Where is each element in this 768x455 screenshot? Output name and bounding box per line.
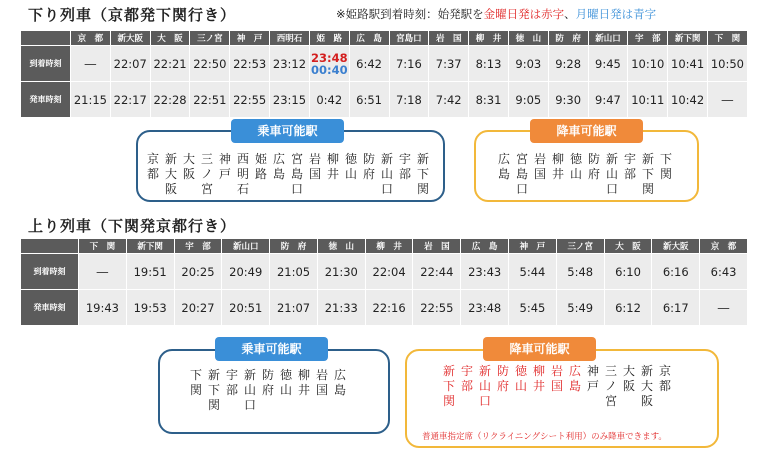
station-char: 新	[641, 152, 654, 166]
arrive-time-cell: 6:43	[700, 254, 748, 290]
station-char: 柳	[326, 152, 339, 166]
station-header: 岩 国	[413, 239, 461, 254]
depart-time-cell: ―	[700, 290, 748, 326]
station-column	[656, 364, 674, 409]
depart-time-cell: 22:51	[190, 82, 230, 118]
station-column	[313, 368, 331, 413]
arrive-time-cell: 22:04	[365, 254, 413, 290]
station-char: 山	[514, 379, 527, 393]
arrive-time-cell: 5:44	[509, 254, 557, 290]
station-char: 広	[497, 152, 510, 166]
station-column	[162, 152, 180, 197]
arrive-time-cell: 5:48	[556, 254, 604, 290]
note-prefix: ※姫路駅到着時刻：始発駅を	[336, 7, 484, 21]
station-header: 三ノ宮	[190, 31, 230, 46]
station-char: 下	[189, 368, 202, 382]
note-sep: 、	[564, 7, 576, 21]
station-char: 井	[297, 383, 310, 397]
station-header: 宇 部	[628, 31, 668, 46]
station-column	[288, 152, 306, 197]
station-column	[144, 152, 162, 197]
depart-label: 発車時刻	[21, 82, 71, 118]
station-char: 府	[496, 379, 509, 393]
station-char: 西	[236, 152, 249, 166]
station-char: 島	[333, 383, 346, 397]
station-header: 姫 路	[309, 31, 349, 46]
station-column	[252, 152, 270, 197]
station-char: 阪	[622, 379, 635, 393]
station-char: 新	[442, 364, 455, 378]
station-column	[495, 152, 513, 197]
station-header: 広 島	[349, 31, 389, 46]
station-column	[639, 152, 657, 197]
station-char: 井	[551, 167, 564, 181]
station-char: 島	[568, 379, 581, 393]
up-timetable	[20, 238, 748, 326]
station-column	[458, 364, 476, 409]
station-header: 柳 井	[365, 239, 413, 254]
station-header: 新山口	[222, 239, 270, 254]
depart-time-cell: 6:12	[604, 290, 652, 326]
station-column	[566, 364, 584, 409]
station-char: 下	[641, 167, 654, 181]
station-column	[638, 364, 656, 409]
station-char: 岩	[533, 152, 546, 166]
station-char: 山	[605, 167, 618, 181]
depart-time-cell: 0:42	[309, 82, 349, 118]
station-char: 大	[164, 167, 177, 181]
header-corner	[21, 239, 79, 254]
station-header: 柳 井	[469, 31, 509, 46]
arrive-time-cell: 9:45	[588, 46, 628, 82]
station-char: 下	[659, 152, 672, 166]
depart-time-cell: 10:11	[628, 82, 668, 118]
station-char: 口	[290, 182, 303, 196]
up-arrive-row	[21, 254, 748, 290]
depart-time-cell: 22:28	[150, 82, 190, 118]
station-char: 宮	[290, 152, 303, 166]
arrive-time-cell: 22:44	[413, 254, 461, 290]
arrive-label: 到着時刻	[21, 46, 71, 82]
station-char: 徳	[344, 152, 357, 166]
station-char: 宮	[200, 182, 213, 196]
station-char: 下	[442, 379, 455, 393]
station-char: 大	[640, 379, 653, 393]
station-column	[234, 152, 252, 197]
station-column	[602, 364, 620, 409]
station-column	[342, 152, 360, 197]
depart-time-cell: 6:51	[349, 82, 389, 118]
station-char: 京	[146, 152, 159, 166]
station-char: 柳	[532, 364, 545, 378]
arrive-time-cell: 9:28	[548, 46, 588, 82]
station-char: 口	[243, 398, 256, 412]
station-column	[331, 368, 349, 413]
station-column	[603, 152, 621, 197]
depart-label: 発車時刻	[21, 290, 79, 326]
station-char: 路	[254, 167, 267, 181]
arrive-time-cell: 21:05	[270, 254, 318, 290]
station-char: 部	[225, 383, 238, 397]
arrive-time-cell: 19:51	[126, 254, 174, 290]
station-char: 島	[290, 167, 303, 181]
station-char: 三	[604, 364, 617, 378]
station-char: 都	[146, 167, 159, 181]
down-alighting-stations	[495, 152, 675, 197]
station-char: 宇	[225, 368, 238, 382]
station-column	[205, 368, 223, 413]
depart-time-cell: 22:17	[110, 82, 150, 118]
station-header: 新下関	[668, 31, 708, 46]
station-char: 新	[605, 152, 618, 166]
arrive-time-cell: ―	[71, 46, 111, 82]
station-char: 広	[272, 152, 285, 166]
depart-time-cell: 9:47	[588, 82, 628, 118]
station-header: 新大阪	[652, 239, 700, 254]
station-header: 防 府	[270, 239, 318, 254]
station-char: 口	[380, 182, 393, 196]
station-char: 大	[622, 364, 635, 378]
down-alighting-label: 降車可能駅	[530, 119, 643, 143]
station-char: 関	[442, 394, 455, 408]
station-char: 新	[164, 152, 177, 166]
depart-time-cell: 22:55	[230, 82, 270, 118]
station-header: 下 関	[708, 31, 748, 46]
station-char: 新	[416, 152, 429, 166]
station-char: 国	[315, 383, 328, 397]
station-char: 宇	[623, 152, 636, 166]
himeji-note	[336, 6, 656, 22]
arrive-time-cell: ―	[79, 254, 127, 290]
station-char: 防	[587, 152, 600, 166]
down-depart-row	[21, 82, 748, 118]
depart-time-cell: 5:49	[556, 290, 604, 326]
station-header: 新大阪	[110, 31, 150, 46]
depart-time-cell: 21:07	[270, 290, 318, 326]
station-char: 戸	[218, 167, 231, 181]
depart-time-cell: 9:30	[548, 82, 588, 118]
station-char: 阪	[182, 167, 195, 181]
arrive-time-cell: 6:42	[349, 46, 389, 82]
arrive-time-cell: 22:21	[150, 46, 190, 82]
station-char: 宇	[398, 152, 411, 166]
station-char: 宮	[604, 394, 617, 408]
arrive-time-cell: 22:53	[230, 46, 270, 82]
station-column	[198, 152, 216, 197]
depart-time-cell: 19:43	[79, 290, 127, 326]
depart-time-cell: 9:05	[508, 82, 548, 118]
station-header: 徳 山	[508, 31, 548, 46]
arrive-label: 到着時刻	[21, 254, 79, 290]
station-header: 防 府	[548, 31, 588, 46]
station-char: 部	[623, 167, 636, 181]
station-char: 柳	[297, 368, 310, 382]
station-column	[621, 152, 639, 197]
station-column	[241, 368, 259, 413]
depart-time-cell: 23:15	[270, 82, 310, 118]
arrive-time-cell: 20:49	[222, 254, 270, 290]
up-alighting-note: 普通車指定席（リクライニングシート利用）のみ降車できます。	[422, 432, 667, 442]
station-char: 府	[362, 167, 375, 181]
station-char: 新	[478, 364, 491, 378]
station-char: 山	[478, 379, 491, 393]
station-column	[512, 364, 530, 409]
station-column	[584, 364, 602, 409]
station-column	[360, 152, 378, 197]
depart-time-cell: 22:16	[365, 290, 413, 326]
station-column	[216, 152, 234, 197]
station-column	[277, 368, 295, 413]
arrive-time-cell: 6:10	[604, 254, 652, 290]
depart-time-cell: 20:51	[222, 290, 270, 326]
station-char: 口	[605, 182, 618, 196]
station-char: 防	[362, 152, 375, 166]
station-char: 国	[550, 379, 563, 393]
station-char: 山	[279, 383, 292, 397]
arrive-time-cell: 10:41	[668, 46, 708, 82]
station-char: 島	[272, 167, 285, 181]
station-header: 宇 部	[174, 239, 222, 254]
depart-time-cell: 19:53	[126, 290, 174, 326]
depart-time-cell: 6:17	[652, 290, 700, 326]
station-column	[513, 152, 531, 197]
station-column	[476, 364, 494, 409]
station-column	[494, 364, 512, 409]
station-char: 島	[515, 167, 528, 181]
station-column	[549, 152, 567, 197]
station-header: 徳 山	[317, 239, 365, 254]
depart-time-cell: 21:15	[71, 82, 111, 118]
station-header: 岩 国	[429, 31, 469, 46]
station-column	[657, 152, 675, 197]
station-char: 国	[308, 167, 321, 181]
depart-time-cell: 22:55	[413, 290, 461, 326]
station-column	[306, 152, 324, 197]
station-column	[295, 368, 313, 413]
station-column	[567, 152, 585, 197]
station-header: 京 都	[71, 31, 111, 46]
station-char: 下	[207, 383, 220, 397]
station-header: 宮島口	[389, 31, 429, 46]
station-column	[259, 368, 277, 413]
station-char: 山	[344, 167, 357, 181]
arrive-time-cell: 23:43	[461, 254, 509, 290]
station-column	[223, 368, 241, 413]
depart-time-cell: 21:33	[317, 290, 365, 326]
station-char: 宇	[460, 364, 473, 378]
station-char: 関	[189, 383, 202, 397]
station-header: 神 戸	[509, 239, 557, 254]
up-station-header-row	[21, 239, 748, 254]
station-char: 関	[207, 398, 220, 412]
arrive-time-cell: 6:16	[652, 254, 700, 290]
station-char: 口	[515, 182, 528, 196]
station-char: 岩	[550, 364, 563, 378]
station-column	[396, 152, 414, 197]
station-column	[531, 152, 549, 197]
station-column	[440, 364, 458, 409]
arrive-time-cell: 8:13	[469, 46, 509, 82]
station-char: 防	[496, 364, 509, 378]
down-arrive-row	[21, 46, 748, 82]
arrive-time-cell: 20:25	[174, 254, 222, 290]
station-char: 新	[640, 364, 653, 378]
up-boarding-stations	[187, 368, 349, 413]
station-char: 関	[416, 182, 429, 196]
station-char: 関	[641, 182, 654, 196]
station-char: 徳	[514, 364, 527, 378]
station-column	[620, 364, 638, 409]
depart-time-cell: 8:31	[469, 82, 509, 118]
station-char: 京	[658, 364, 671, 378]
station-column	[414, 152, 432, 197]
station-char: 口	[478, 394, 491, 408]
station-char: 神	[586, 364, 599, 378]
down-boarding-label: 乗車可能駅	[231, 119, 344, 143]
station-header: 神 戸	[230, 31, 270, 46]
station-char: 宮	[515, 152, 528, 166]
depart-time-cell: 23:48	[461, 290, 509, 326]
station-char: 府	[587, 167, 600, 181]
station-char: 広	[333, 368, 346, 382]
station-char: 戸	[586, 379, 599, 393]
station-char: 新	[243, 368, 256, 382]
station-column	[378, 152, 396, 197]
depart-time-cell: 5:45	[509, 290, 557, 326]
station-char: 新	[380, 152, 393, 166]
station-header: 下 関	[79, 239, 127, 254]
station-char: 大	[182, 152, 195, 166]
depart-time-cell: 7:42	[429, 82, 469, 118]
down-station-header-row	[21, 31, 748, 46]
arrive-time-cell: 22:50	[190, 46, 230, 82]
up-section-title: 上り列車（下関発京都行き）	[28, 217, 237, 235]
down-boarding-stations	[144, 152, 432, 197]
station-char: 明	[236, 167, 249, 181]
station-char: 関	[659, 167, 672, 181]
station-header: 西明石	[270, 31, 310, 46]
station-char: 阪	[640, 394, 653, 408]
station-header: 広 島	[461, 239, 509, 254]
station-char: 部	[460, 379, 473, 393]
note-blue: 月曜日発は青字	[575, 7, 657, 21]
arrive-time-cell: 22:07	[110, 46, 150, 82]
station-char: 井	[326, 167, 339, 181]
down-section-title: 下り列車（京都発下関行き）	[28, 6, 237, 24]
depart-time-cell: ―	[708, 82, 748, 118]
station-char: 岩	[308, 152, 321, 166]
arrive-time-cell: 21:30	[317, 254, 365, 290]
station-char: 山	[243, 383, 256, 397]
station-char: 防	[261, 368, 274, 382]
station-char: 府	[261, 383, 274, 397]
down-timetable	[20, 30, 748, 118]
arrive-time-cell: 10:10	[628, 46, 668, 82]
station-header: 大 阪	[150, 31, 190, 46]
arrive-time-cell: 9:03	[508, 46, 548, 82]
station-char: 島	[497, 167, 510, 181]
depart-time-cell: 7:18	[389, 82, 429, 118]
station-header: 三ノ宮	[556, 239, 604, 254]
station-char: 姫	[254, 152, 267, 166]
station-column	[324, 152, 342, 197]
station-header: 京 都	[700, 239, 748, 254]
station-char: ノ	[604, 379, 617, 393]
up-alighting-stations	[440, 364, 674, 409]
himeji-arrive-friday: 23:48	[310, 50, 348, 65]
depart-time-cell: 10:42	[668, 82, 708, 118]
station-header: 新下関	[126, 239, 174, 254]
depart-time-cell: 20:27	[174, 290, 222, 326]
up-boarding-label: 乗車可能駅	[215, 337, 328, 361]
station-char: ノ	[200, 167, 213, 181]
station-column	[180, 152, 198, 197]
himeji-arrive-monday: 00:40	[310, 62, 348, 77]
station-column	[187, 368, 205, 413]
header-corner	[21, 31, 71, 46]
station-char: 岩	[315, 368, 328, 382]
station-char: 山	[569, 167, 582, 181]
station-char: 徳	[279, 368, 292, 382]
station-column	[548, 364, 566, 409]
station-char: 阪	[164, 182, 177, 196]
station-char: 徳	[569, 152, 582, 166]
station-column	[270, 152, 288, 197]
station-header: 新山口	[588, 31, 628, 46]
note-red: 金曜日発は赤字	[483, 7, 565, 21]
station-column	[530, 364, 548, 409]
station-header: 大 阪	[604, 239, 652, 254]
station-char: 下	[416, 167, 429, 181]
station-char: 国	[533, 167, 546, 181]
station-char: 三	[200, 152, 213, 166]
arrive-time-cell: 23:12	[270, 46, 310, 82]
station-char: 広	[568, 364, 581, 378]
station-char: 都	[658, 379, 671, 393]
arrive-time-cell: 7:37	[429, 46, 469, 82]
station-column	[585, 152, 603, 197]
station-char: 新	[207, 368, 220, 382]
station-char: 井	[532, 379, 545, 393]
up-alighting-label: 降車可能駅	[483, 337, 596, 361]
station-char: 柳	[551, 152, 564, 166]
station-char: 部	[398, 167, 411, 181]
station-char: 神	[218, 152, 231, 166]
station-char: 山	[380, 167, 393, 181]
up-depart-row	[21, 290, 748, 326]
station-char: 石	[236, 182, 249, 196]
arrive-time-cell: 7:16	[389, 46, 429, 82]
himeji-arrive-cell	[309, 46, 349, 82]
arrive-time-cell: 10:50	[708, 46, 748, 82]
